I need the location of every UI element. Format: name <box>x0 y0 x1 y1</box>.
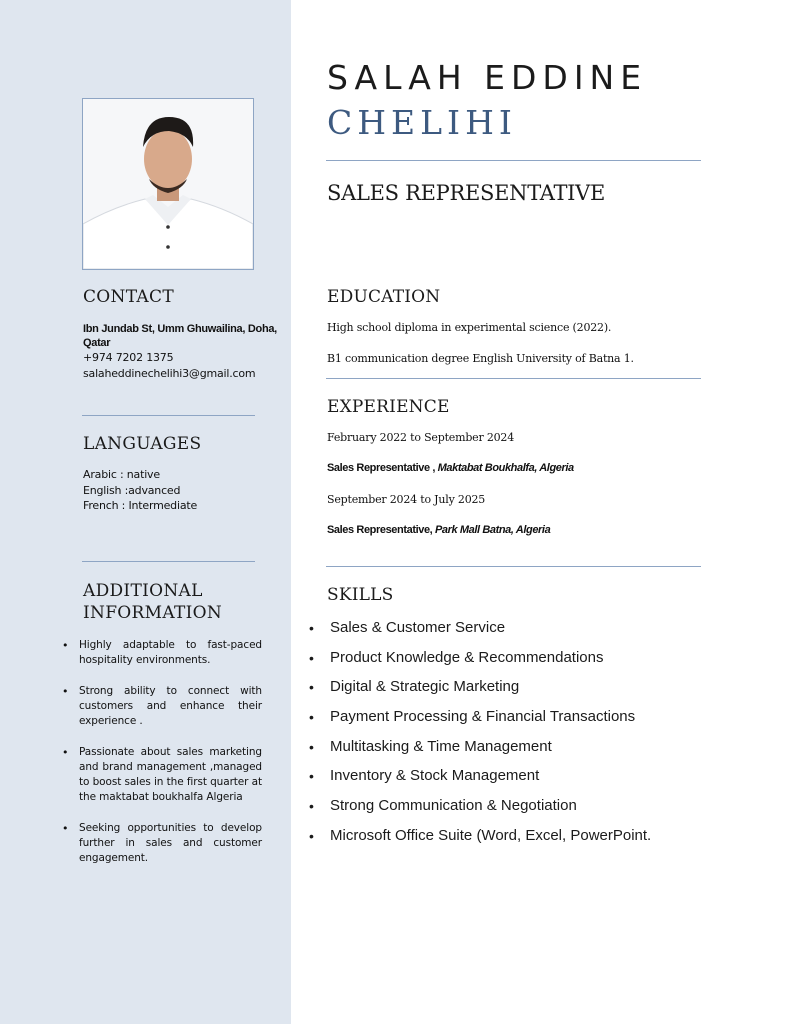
contact-email[interactable]: salaheddinechelihi3@gmail.com <box>83 367 256 380</box>
list-item: • Passionate about sales marketing and brand management ,managed to boost sales in the first quarter at the maktabat boukhalfa Algeria <box>62 745 262 805</box>
profile-photo <box>82 98 254 270</box>
job-title: Sales Representative, <box>327 524 433 536</box>
skill-item: • Payment Processing & Financial Transactions <box>309 707 651 737</box>
skills-heading: SKILLS <box>327 585 394 605</box>
skill-item: • Multitasking & Time Management <box>309 737 651 767</box>
education-heading: EDUCATION <box>327 287 441 307</box>
education-divider <box>326 378 701 379</box>
contact-address: Ibn Jundab St, Umm Ghuwailina, Doha, Qatar <box>83 323 277 349</box>
skill-item: • Digital & Strategic Marketing <box>309 677 651 707</box>
skill-item: • Strong Communication & Negotiation <box>309 796 651 826</box>
additional-heading-line2: INFORMATION <box>83 603 223 623</box>
contact-divider <box>82 415 255 416</box>
portrait-image <box>83 99 253 269</box>
skill-item: • Microsoft Office Suite (Word, Excel, PowerPoint. <box>309 826 651 856</box>
education-item-1: High school diploma in experimental science (2022). <box>327 321 612 334</box>
job-company: Maktabat Boukhalfa, Algeria <box>437 462 574 474</box>
skills-list <box>309 618 651 856</box>
education-item-2: B1 communication degree English University of Batna 1. <box>327 352 634 365</box>
additional-info-list <box>62 638 262 882</box>
name-divider <box>326 160 701 161</box>
languages-heading: LANGUAGES <box>83 434 202 454</box>
additional-heading-line1: ADDITIONAL <box>83 581 203 601</box>
experience-dates-2: September 2024 to July 2025 <box>327 493 486 506</box>
name-last: CHELIHI <box>327 103 517 142</box>
job-company: Park Mall Batna, Algeria <box>434 524 551 536</box>
role-title: SALES REPRESENTATIVE <box>327 181 606 205</box>
experience-role-2 <box>327 524 550 536</box>
experience-divider <box>326 566 701 567</box>
job-title: Sales Representative , <box>327 462 435 474</box>
language-french: French : Intermediate <box>83 499 198 512</box>
skill-item: • Inventory & Stock Management <box>309 766 651 796</box>
list-item: • Highly adaptable to fast-paced hospitality environments. <box>62 638 262 668</box>
skill-item: • Sales & Customer Service <box>309 618 651 648</box>
experience-dates-1: February 2022 to September 2024 <box>327 431 515 444</box>
list-item: • Seeking opportunities to develop further in sales and customer engagement. <box>62 821 262 866</box>
languages-divider <box>82 561 255 562</box>
experience-heading: EXPERIENCE <box>327 397 450 417</box>
language-arabic: Arabic : native <box>83 468 160 481</box>
experience-role-1 <box>327 462 574 474</box>
contact-phone[interactable]: +974 7202 1375 <box>83 351 174 364</box>
list-item: • Strong ability to connect with customers and enhance their experience . <box>62 684 262 729</box>
name-first: SALAH EDDINE <box>327 58 648 97</box>
contact-heading: CONTACT <box>83 287 174 307</box>
skill-item: • Product Knowledge & Recommendations <box>309 648 651 678</box>
language-english: English :advanced <box>83 484 181 497</box>
